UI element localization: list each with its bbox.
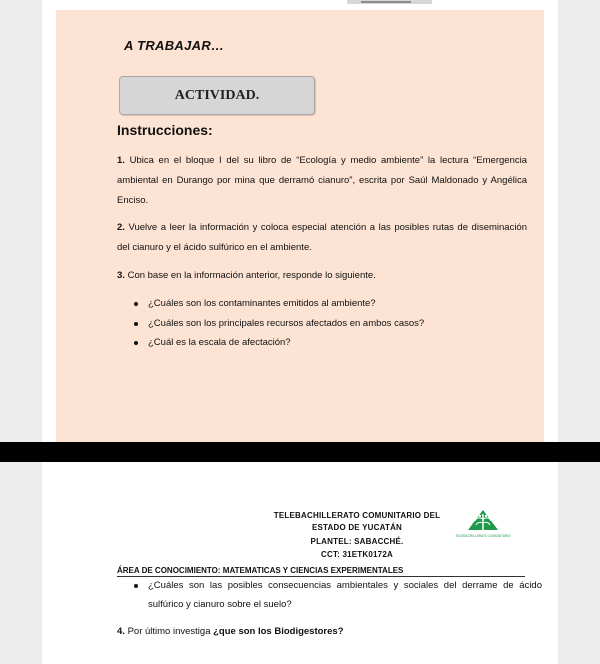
step-4-number: 4. (117, 626, 125, 637)
step-3-number: 3. (117, 270, 125, 281)
list-item: ¿Cuáles son las posibles consecuencias ambientales y sociales del derrame de ácido sulfúrico y cianuro sobre el suelo? (133, 576, 542, 614)
step-4-bold-text: ¿que son los Biodigestores? (213, 626, 344, 637)
school-logo-icon (455, 508, 511, 544)
list-item: ¿Cuál es la escala de afectación? (133, 333, 424, 353)
instruction-step-1 (117, 151, 527, 211)
header-campus: PLANTEL: SABACCHÉ. (310, 537, 404, 546)
step-2-number: 2. (117, 222, 125, 233)
question-list (133, 294, 424, 353)
page-separator (0, 442, 600, 462)
step-1-number: 1. (117, 155, 125, 166)
step-1-text: Ubica en el bloque I del su libro de “Ecología y medio ambiente” la lectura “Emergencia ambiental en Durango por mina que derramó cianuro”, escrita por Saúl Maldonado y Angélica Enciso. (117, 155, 527, 206)
header-school-line-2: ESTADO DE YUCATÁN (311, 523, 403, 532)
header-school-line-1: TELEBACHILLERATO COMUNITARIO DEL (273, 511, 441, 520)
header-cct: CCT: 31ETK0172A (321, 550, 393, 559)
instructions-title: Instrucciones: (117, 122, 213, 138)
list-item: ¿Cuáles son los principales recursos afectados en ambos casos? (133, 314, 424, 334)
instruction-step-2 (117, 218, 527, 258)
knowledge-area: ÁREA DE CONOCIMIENTO: MATEMATICAS Y CIENCIAS EXPERIMENTALES (117, 566, 525, 577)
step-3-text: Con base en la información anterior, responde lo siguiente. (127, 270, 376, 281)
instruction-step-4 (117, 622, 527, 642)
list-item: ¿Cuáles son los contaminantes emitidos al ambiente? (133, 294, 424, 314)
activity-label-box: ACTIVIDAD. (119, 76, 315, 115)
step-4-text: Por último investiga (127, 626, 214, 637)
logo-caption: TELEBACHILLERATO COMUNITARIO (455, 534, 511, 538)
section-heading: A TRABAJAR… (124, 38, 225, 53)
page-fragment (347, 0, 432, 4)
instruction-step-3 (117, 266, 527, 286)
step-2-text: Vuelve a leer la información y coloca especial atención a las posibles rutas de diseminación del cianuro y el ácido sulfúrico en el ambiente. (117, 222, 528, 253)
